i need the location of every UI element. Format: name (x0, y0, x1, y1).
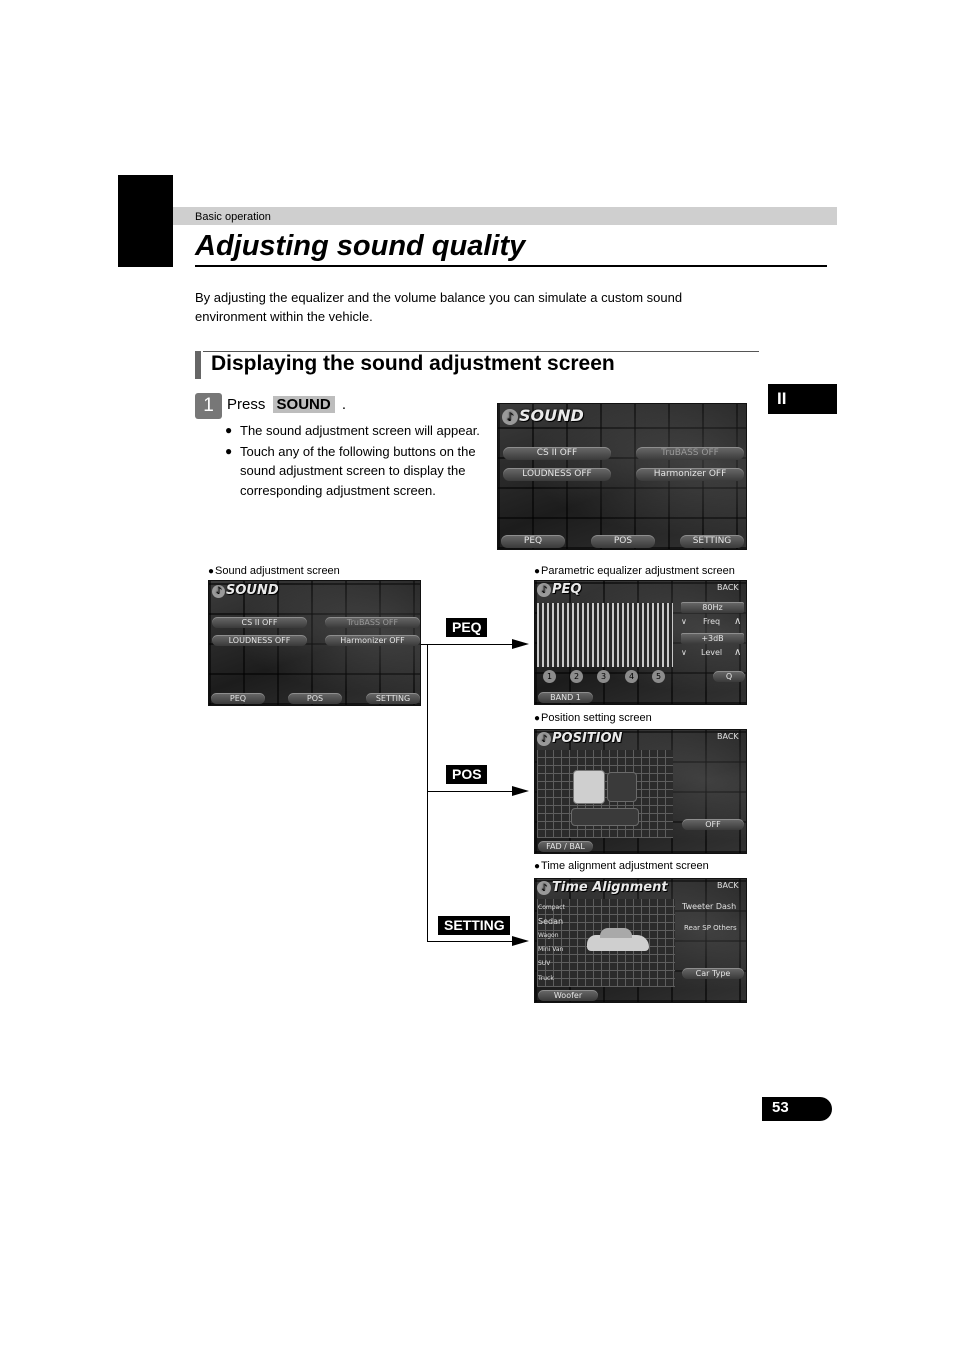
pos-button[interactable]: POS (591, 535, 655, 548)
back-button[interactable]: BACK (717, 583, 739, 592)
rear-sp-button[interactable]: Rear SP Others (684, 924, 737, 932)
level-label: Level (701, 648, 723, 657)
chevron-up-icon[interactable]: ∧ (734, 647, 742, 658)
music-note-icon: ♪ (537, 732, 551, 746)
rear-seat-icon (571, 808, 639, 826)
harmonizer-button[interactable]: Harmonizer OFF (636, 468, 744, 481)
peq-screen (534, 580, 747, 705)
sound-key: SOUND (273, 396, 335, 413)
position-screen-title: ♪ POSITION (537, 731, 622, 746)
off-button[interactable]: OFF (682, 819, 744, 830)
time-screen-title: ♪ Time Alignment (537, 880, 668, 895)
car-type-button[interactable]: Car Type (682, 968, 744, 979)
step-bullets (225, 421, 480, 501)
harmonizer-button[interactable]: Harmonizer OFF (325, 635, 420, 646)
time-alignment-screen (534, 878, 747, 1003)
chevron-up-icon[interactable]: ∧ (734, 616, 742, 627)
step-instruction (227, 396, 346, 413)
page-title: Adjusting sound quality (195, 230, 526, 262)
car-roof-icon (600, 928, 632, 938)
period: . (341, 396, 347, 413)
seat-icon (573, 770, 605, 804)
pos-button[interactable]: POS (288, 693, 342, 704)
peq-button[interactable]: PEQ (211, 693, 265, 704)
arrow-right-icon (512, 786, 529, 796)
band-button[interactable]: 5 (652, 670, 665, 683)
car-type-sedan[interactable]: Sedan (538, 917, 564, 926)
connector-line (427, 791, 513, 792)
band-button[interactable]: 3 (597, 670, 610, 683)
sound-screen-title: ♪ SOUND (502, 406, 584, 425)
chevron-down-icon[interactable]: ∨ (681, 648, 687, 657)
connector-line (421, 644, 513, 645)
setting-button[interactable]: SETTING (366, 693, 420, 704)
seat-icon (607, 772, 637, 802)
back-button[interactable]: BACK (717, 732, 739, 741)
bullet-item: ● Touch any of the following buttons on the sound adjustment screen to display the corresponding adjustment screen. (225, 442, 480, 501)
cs-button[interactable]: CS II OFF (212, 617, 307, 628)
arrow-right-icon (512, 936, 529, 946)
loudness-button[interactable]: LOUDNESS OFF (503, 468, 611, 481)
band-button[interactable]: 1 (543, 670, 556, 683)
music-note-icon: ♪ (502, 409, 518, 425)
car-type-minivan[interactable]: Mini Van (538, 946, 564, 953)
peq-label: PEQ (446, 618, 487, 637)
subheading-bar (195, 351, 201, 379)
caption-position: ● Position setting screen (534, 712, 652, 724)
loudness-button[interactable]: LOUDNESS OFF (212, 635, 307, 646)
band-button[interactable]: 4 (625, 670, 638, 683)
chapter-block (118, 175, 173, 267)
music-note-icon: ♪ (537, 583, 551, 597)
sound-screen-small (208, 580, 421, 706)
back-button[interactable]: BACK (717, 881, 739, 890)
band-button[interactable]: 2 (570, 670, 583, 683)
pos-label: POS (446, 765, 487, 784)
chapter-tab: II (768, 384, 837, 414)
title-rule (195, 265, 827, 267)
header-bar (173, 207, 837, 225)
cs-button[interactable]: CS II OFF (503, 447, 611, 460)
arrow-right-icon (512, 639, 529, 649)
band-select-button[interactable]: BAND 1 (538, 692, 593, 703)
setting-button[interactable]: SETTING (680, 535, 744, 548)
music-note-icon: ♪ (212, 585, 225, 598)
fad-bal-button[interactable]: FAD / BAL (538, 841, 593, 852)
bullet-item: ● The sound adjustment screen will appear. (225, 421, 480, 441)
tweeter-button[interactable]: Tweeter Dash (682, 902, 737, 911)
setting-label: SETTING (438, 916, 510, 935)
section-label: Basic operation (195, 211, 271, 223)
caption-time: ● Time alignment adjustment screen (534, 860, 709, 872)
level-value: +3dB (681, 633, 744, 644)
freq-label: Freq (703, 617, 721, 626)
car-type-compact[interactable]: Compact (538, 904, 565, 911)
page-number: 53 (762, 1097, 832, 1121)
car-type-suv[interactable]: SUV (538, 960, 551, 967)
sound-screen-title: ♪ SOUND (212, 583, 279, 598)
car-type-wagon[interactable]: Wagon (538, 932, 559, 939)
caption-peq: ● Parametric equalizer adjustment screen (534, 565, 735, 577)
caption-sound: ● Sound adjustment screen (208, 565, 340, 577)
connector-line (427, 941, 513, 942)
chevron-down-icon[interactable]: ∨ (681, 617, 687, 626)
press-word: Press (227, 396, 266, 413)
step-number: 1 (195, 393, 222, 419)
sound-screen-large (497, 403, 747, 550)
trubass-button[interactable]: TruBASS OFF (636, 447, 744, 460)
q-button[interactable]: Q (713, 671, 745, 682)
trubass-button[interactable]: TruBASS OFF (325, 617, 420, 628)
position-screen (534, 729, 747, 854)
music-note-icon: ♪ (537, 881, 551, 895)
connector-line (427, 644, 428, 942)
woofer-button[interactable]: Woofer (538, 990, 598, 1001)
intro-text: By adjusting the equalizer and the volume balance you can simulate a custom sound environment within the vehicle. (195, 290, 683, 324)
subheading: Displaying the sound adjustment screen (211, 352, 615, 375)
freq-value: 80Hz (681, 602, 744, 613)
peq-screen-title: ♪ PEQ (537, 582, 581, 597)
car-type-truck[interactable]: Truck (538, 975, 554, 982)
eq-bars (537, 603, 673, 667)
peq-button[interactable]: PEQ (501, 535, 565, 548)
